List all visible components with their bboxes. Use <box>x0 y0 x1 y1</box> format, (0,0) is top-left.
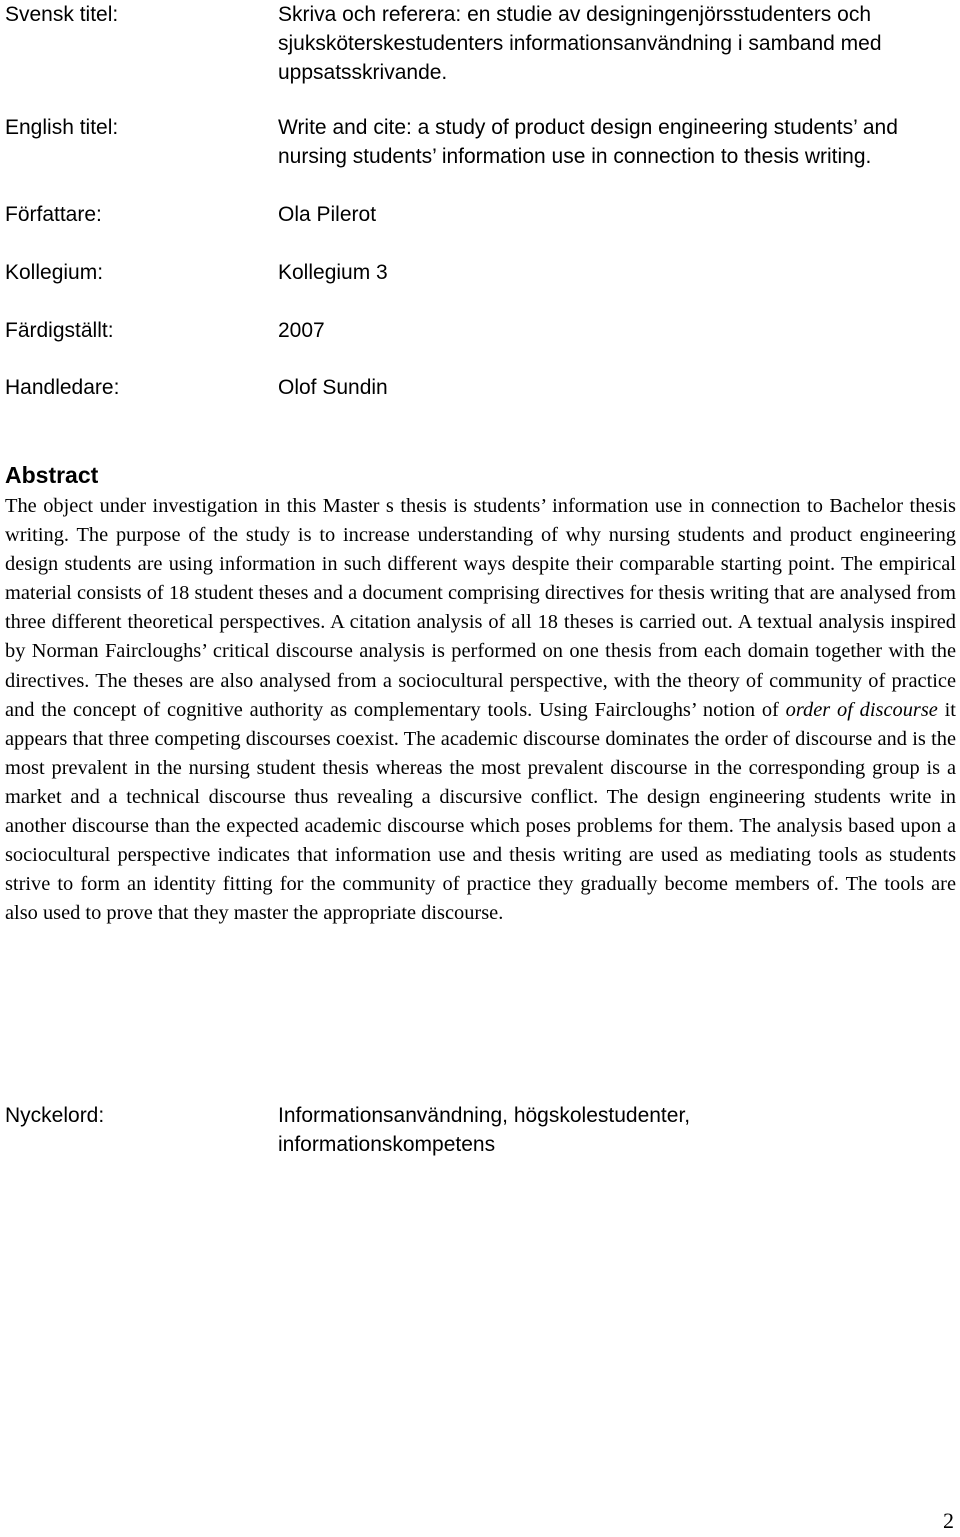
keywords-line-2: informationskompetens <box>278 1133 496 1156</box>
swedish-title-line-1: Skriva och referera: en studie av designingenjörsstudenters och <box>278 3 872 26</box>
abstract-heading: Abstract <box>5 462 99 488</box>
supervisor-label: Handledare: <box>5 376 120 399</box>
kollegium-label: Kollegium: <box>5 261 104 284</box>
supervisor-name: Olof Sundin <box>278 376 388 399</box>
english-title-line-2: nursing students’ information use in connection to thesis writing. <box>278 145 872 168</box>
abstract-emphasis: order of discourse <box>785 698 938 721</box>
abstract-text-part-1: The object under investigation in this Master s thesis is students’ information use in connection to Bachelor thesis writing. The purpose of the study is to increase understanding of why nursing students and product engineering design students are using information in such different ways despite their comparable starting point. The empirical material consists of 18 student theses and a document comprising directives for thesis writing that are analysed from three different theoretical perspectives. A citation analysis of all 18 theses is carried out. A textual analysis inspired by Norman Faircloughs’ critical discourse analysis is performed on one thesis from each domain together with the directives. The theses are also analysed from a sociocultural perspective, with the theory of community of practice and the concept of cognitive authority as complementary tools. Using Faircloughs’ notion of <box>5 495 956 721</box>
keywords-label: Nyckelord: <box>5 1104 105 1127</box>
english-title-line-1: Write and cite: a study of product design engineering students’ and <box>278 116 898 139</box>
completed-label: Färdigställt: <box>5 319 114 342</box>
author-label: Författare: <box>5 203 102 226</box>
page-number: 2 <box>943 1508 954 1533</box>
abstract-text-part-2: it appears that three competing discourses coexist. The academic discourse dominates the order of discourse and is the most prevalent in the nursing student thesis whereas the most prevalent discourse in the corresponding group is a market and a technical discourse thus revealing a discursive conflict. The design engineering students write in another discourse than the expected academic discourse which poses problems for them. The analysis based upon a sociocultural perspective indicates that information use and thesis writing are used as mediating tools as students strive to form an identity fitting for the community of practice they gradually become members of. The tools are also used to prove that they master the appropriate discourse. <box>5 698 956 925</box>
swedish-title-label: Svensk titel: <box>5 3 119 26</box>
swedish-title-line-3: uppsatsskrivande. <box>278 61 448 84</box>
abstract-body <box>5 492 956 928</box>
kollegium-value: Kollegium 3 <box>278 261 388 284</box>
completed-year: 2007 <box>278 319 325 342</box>
english-title-label: English titel: <box>5 116 119 139</box>
author-name: Ola Pilerot <box>278 203 377 226</box>
swedish-title-line-2: sjuksköterskestudenters informationsanvändning i samband med <box>278 32 882 55</box>
keywords-line-1: Informationsanvändning, högskolestudenter, <box>278 1104 691 1127</box>
